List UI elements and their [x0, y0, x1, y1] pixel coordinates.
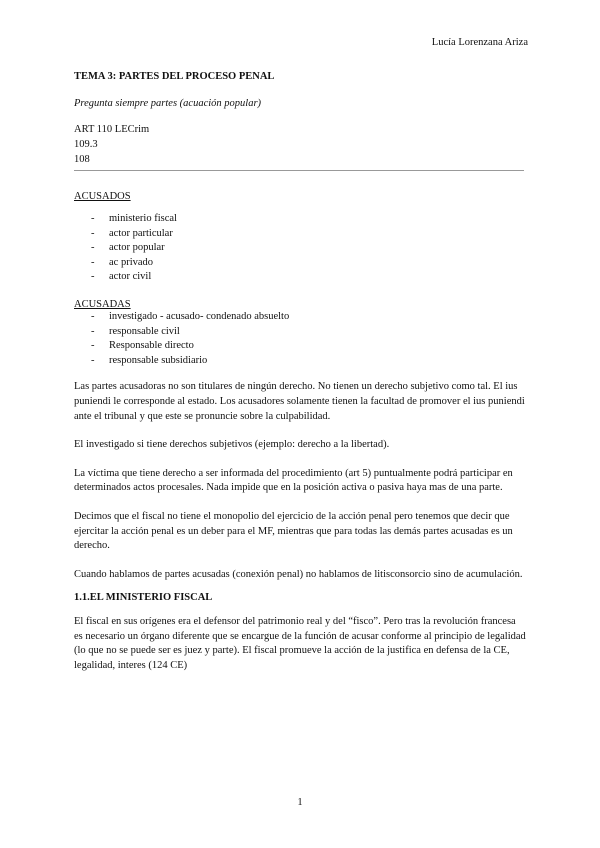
reference-line: ART 110 LECrim: [74, 124, 150, 135]
list-item: - responsable civil: [74, 325, 526, 340]
section-heading-acusadas: ACUSADAS: [74, 298, 131, 310]
list-item: - ministerio fiscal: [74, 212, 526, 227]
list-item: - actor popular: [74, 241, 526, 256]
body-paragraph: Decimos que el fiscal no tiene el monopolio del ejercicio de la acción penal pero tenemos que decir que ejercitar la acción penal es un deber para el MF, mientras que para todas las demás partes acusadas es un derecho.: [74, 510, 513, 552]
list-item: - responsable subsidiario: [74, 354, 526, 369]
reference-line: 109.3: [74, 139, 98, 150]
list-item: - Responsable directo: [74, 339, 526, 354]
acusados-list: [74, 212, 526, 285]
page-content: [74, 71, 526, 674]
list-item: - actor particular: [74, 227, 526, 242]
document-subtitle: Pregunta siempre partes (acuación popular): [74, 98, 262, 109]
document-title: TEMA 3: PARTES DEL PROCESO PENAL: [74, 71, 275, 82]
body-paragraph: La víctima que tiene derecho a ser informada del procedimiento (art 5) puntualmente podrá participar en determinados actos procesales. Nada impide que en la posición activa o pasiva haya mas de una parte.: [74, 467, 513, 494]
section-heading-acusados: ACUSADOS: [74, 191, 131, 202]
page-number: 1: [297, 797, 303, 808]
section-heading-ministerio-fiscal: 1.1.EL MINISTERIO FISCAL: [74, 592, 213, 604]
body-paragraph: El investigado si tiene derechos subjetivos (ejemplo: derecho a la libertad).: [74, 439, 390, 451]
list-item: - actor civil: [74, 270, 526, 285]
author-name: Lucía Lorenzana Ariza: [431, 37, 528, 48]
body-paragraph: Cuando hablamos de partes acusadas (conexión penal) no hablamos de litisconsorcio sino de acumulación.: [74, 568, 523, 580]
list-item: - investigado - acusado- condenado absuelto: [74, 310, 526, 325]
article-references: [74, 122, 526, 167]
body-paragraph: El fiscal en sus orígenes era el defensor del patrimonio real y del “fisco”. Pero tras la revolución francesa es necesario un órgano diferente que se encargue de la función de acusar conforme al principio de legalidad (lo que no se puede ser es juez y parte). El fiscal promueve la acción de la justifica en defensa de la CE, legalidad, interes (124 CE): [74, 616, 526, 672]
acusadas-list: [74, 310, 526, 368]
list-item: - ac privado: [74, 256, 526, 271]
horizontal-divider: [74, 170, 524, 171]
reference-line: 108: [74, 154, 90, 165]
body-paragraph: Las partes acusadoras no son titulares de ningún derecho. No tienen un derecho subjetivo como tal. El ius puniendi le corresponde al estado. Los acusadores solamente tienen la facultad de promover el ius puniendi ante el tribunal y que este se pronuncie sobre la culpabilidad.: [74, 381, 525, 422]
